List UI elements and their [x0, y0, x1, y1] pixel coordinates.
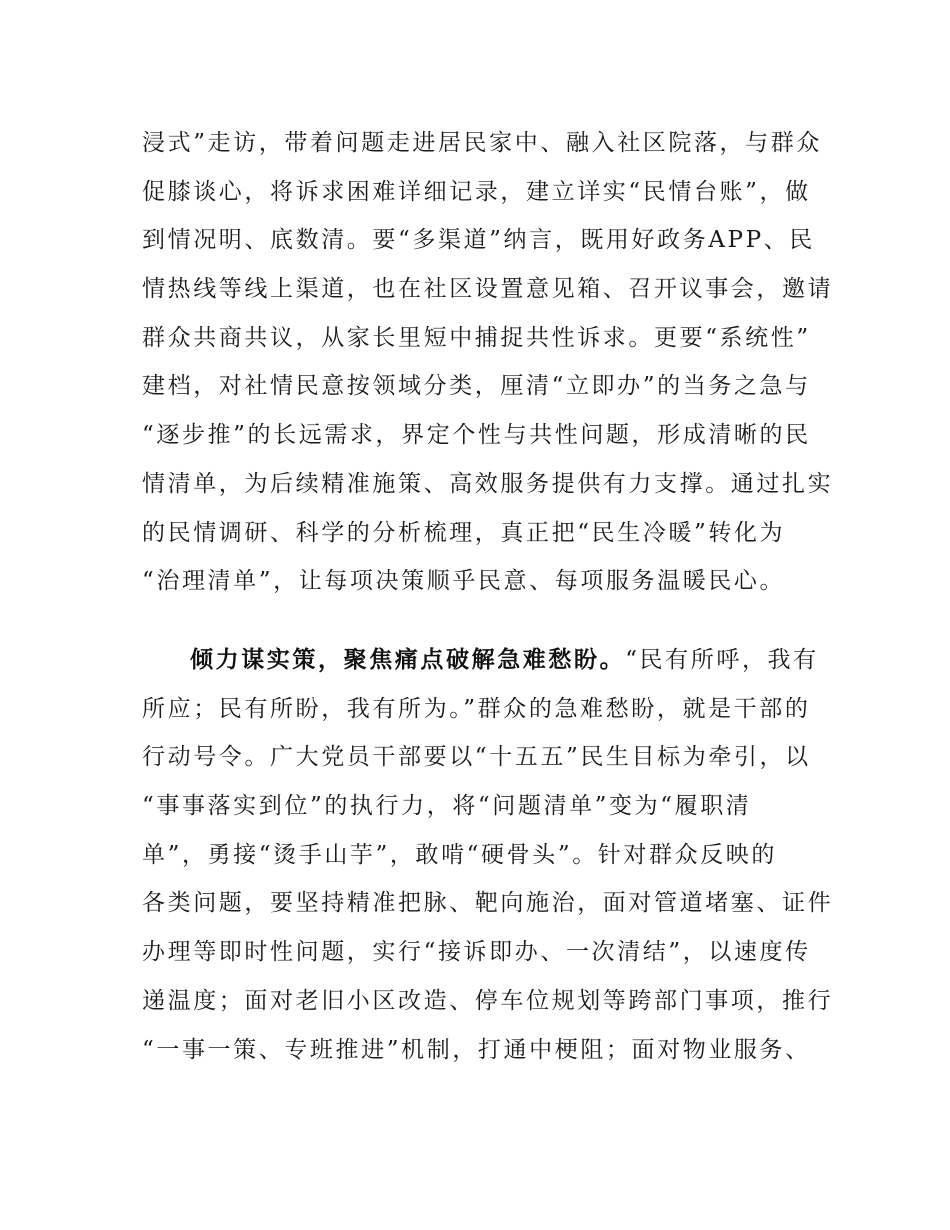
paragraph-line: “治理清单”，让每项决策顺乎民意、每项服务温暖民心。 — [142, 568, 786, 595]
paragraph-line: 办理等即时性问题，实行“接诉即办、一次清结”，以速度传 — [142, 939, 811, 966]
paragraph-first-line — [142, 636, 819, 685]
paragraph-first-line-rest: “民有所呼，我有 — [625, 647, 819, 673]
paragraph-1 — [142, 119, 834, 606]
paragraph-line: 浸式”走访，带着问题走进居民家中、融入社区院落，与群众 — [142, 130, 822, 156]
paragraph-line: 递温度；面对老旧小区改造、停车位规划等跨部门事项，推行 — [142, 987, 834, 1014]
paragraph-line: “一事一策、专班推进”机制，打通中梗阻；面对物业服务、 — [142, 1036, 811, 1063]
paragraph-line: 到情况明、底数清。要“多渠道”纳言，既用好政务APP、民 — [142, 227, 815, 254]
paragraph-line: 所应；民有所盼，我有所为。”群众的急难愁盼，就是干部的 — [142, 695, 811, 722]
paragraph-heading: 倾力谋实策，聚焦痛点破解急难愁盼。 — [190, 646, 626, 673]
paragraph-line: 的民情调研、科学的分析梳理，真正把“民生冷暖”转化为 — [142, 519, 786, 546]
paragraph-line: 行动号令。广大党员干部要以“十五五”民生目标为牵引，以 — [142, 744, 811, 771]
paragraph-line: 各类问题，要坚持精准把脉、靶向施治，面对管道堵塞、证件 — [142, 890, 834, 917]
paragraph-line: 情热线等线上渠道，也在社区设置意见箱、召开议事会，邀请 — [142, 276, 834, 303]
paragraph-line: 单”，勇接“烫手山芋”，敢啃“硬骨头”。针对群众反映的 — [142, 841, 777, 868]
paragraph-line: 群众共商共议，从家长里短中捕捉共性诉求。更要“系统性” — [142, 324, 811, 351]
paragraph-line: 情清单，为后续精准施策、高效服务提供有力支撑。通过扎实 — [142, 470, 834, 497]
paragraph-2 — [142, 636, 834, 1074]
paragraph-line: 建档，对社情民意按领域分类，厘清“立即办”的当务之急与 — [142, 373, 811, 400]
paragraph-line: “事事落实到位”的执行力，将“问题清单”变为“履职清 — [142, 793, 752, 820]
paragraph-line: “逐步推”的长远需求，界定个性与共性问题，形成清晰的民 — [142, 422, 811, 449]
paragraph-line: 促膝谈心，将诉求困难详细记录，建立详实“民情台账”，做 — [142, 178, 811, 205]
